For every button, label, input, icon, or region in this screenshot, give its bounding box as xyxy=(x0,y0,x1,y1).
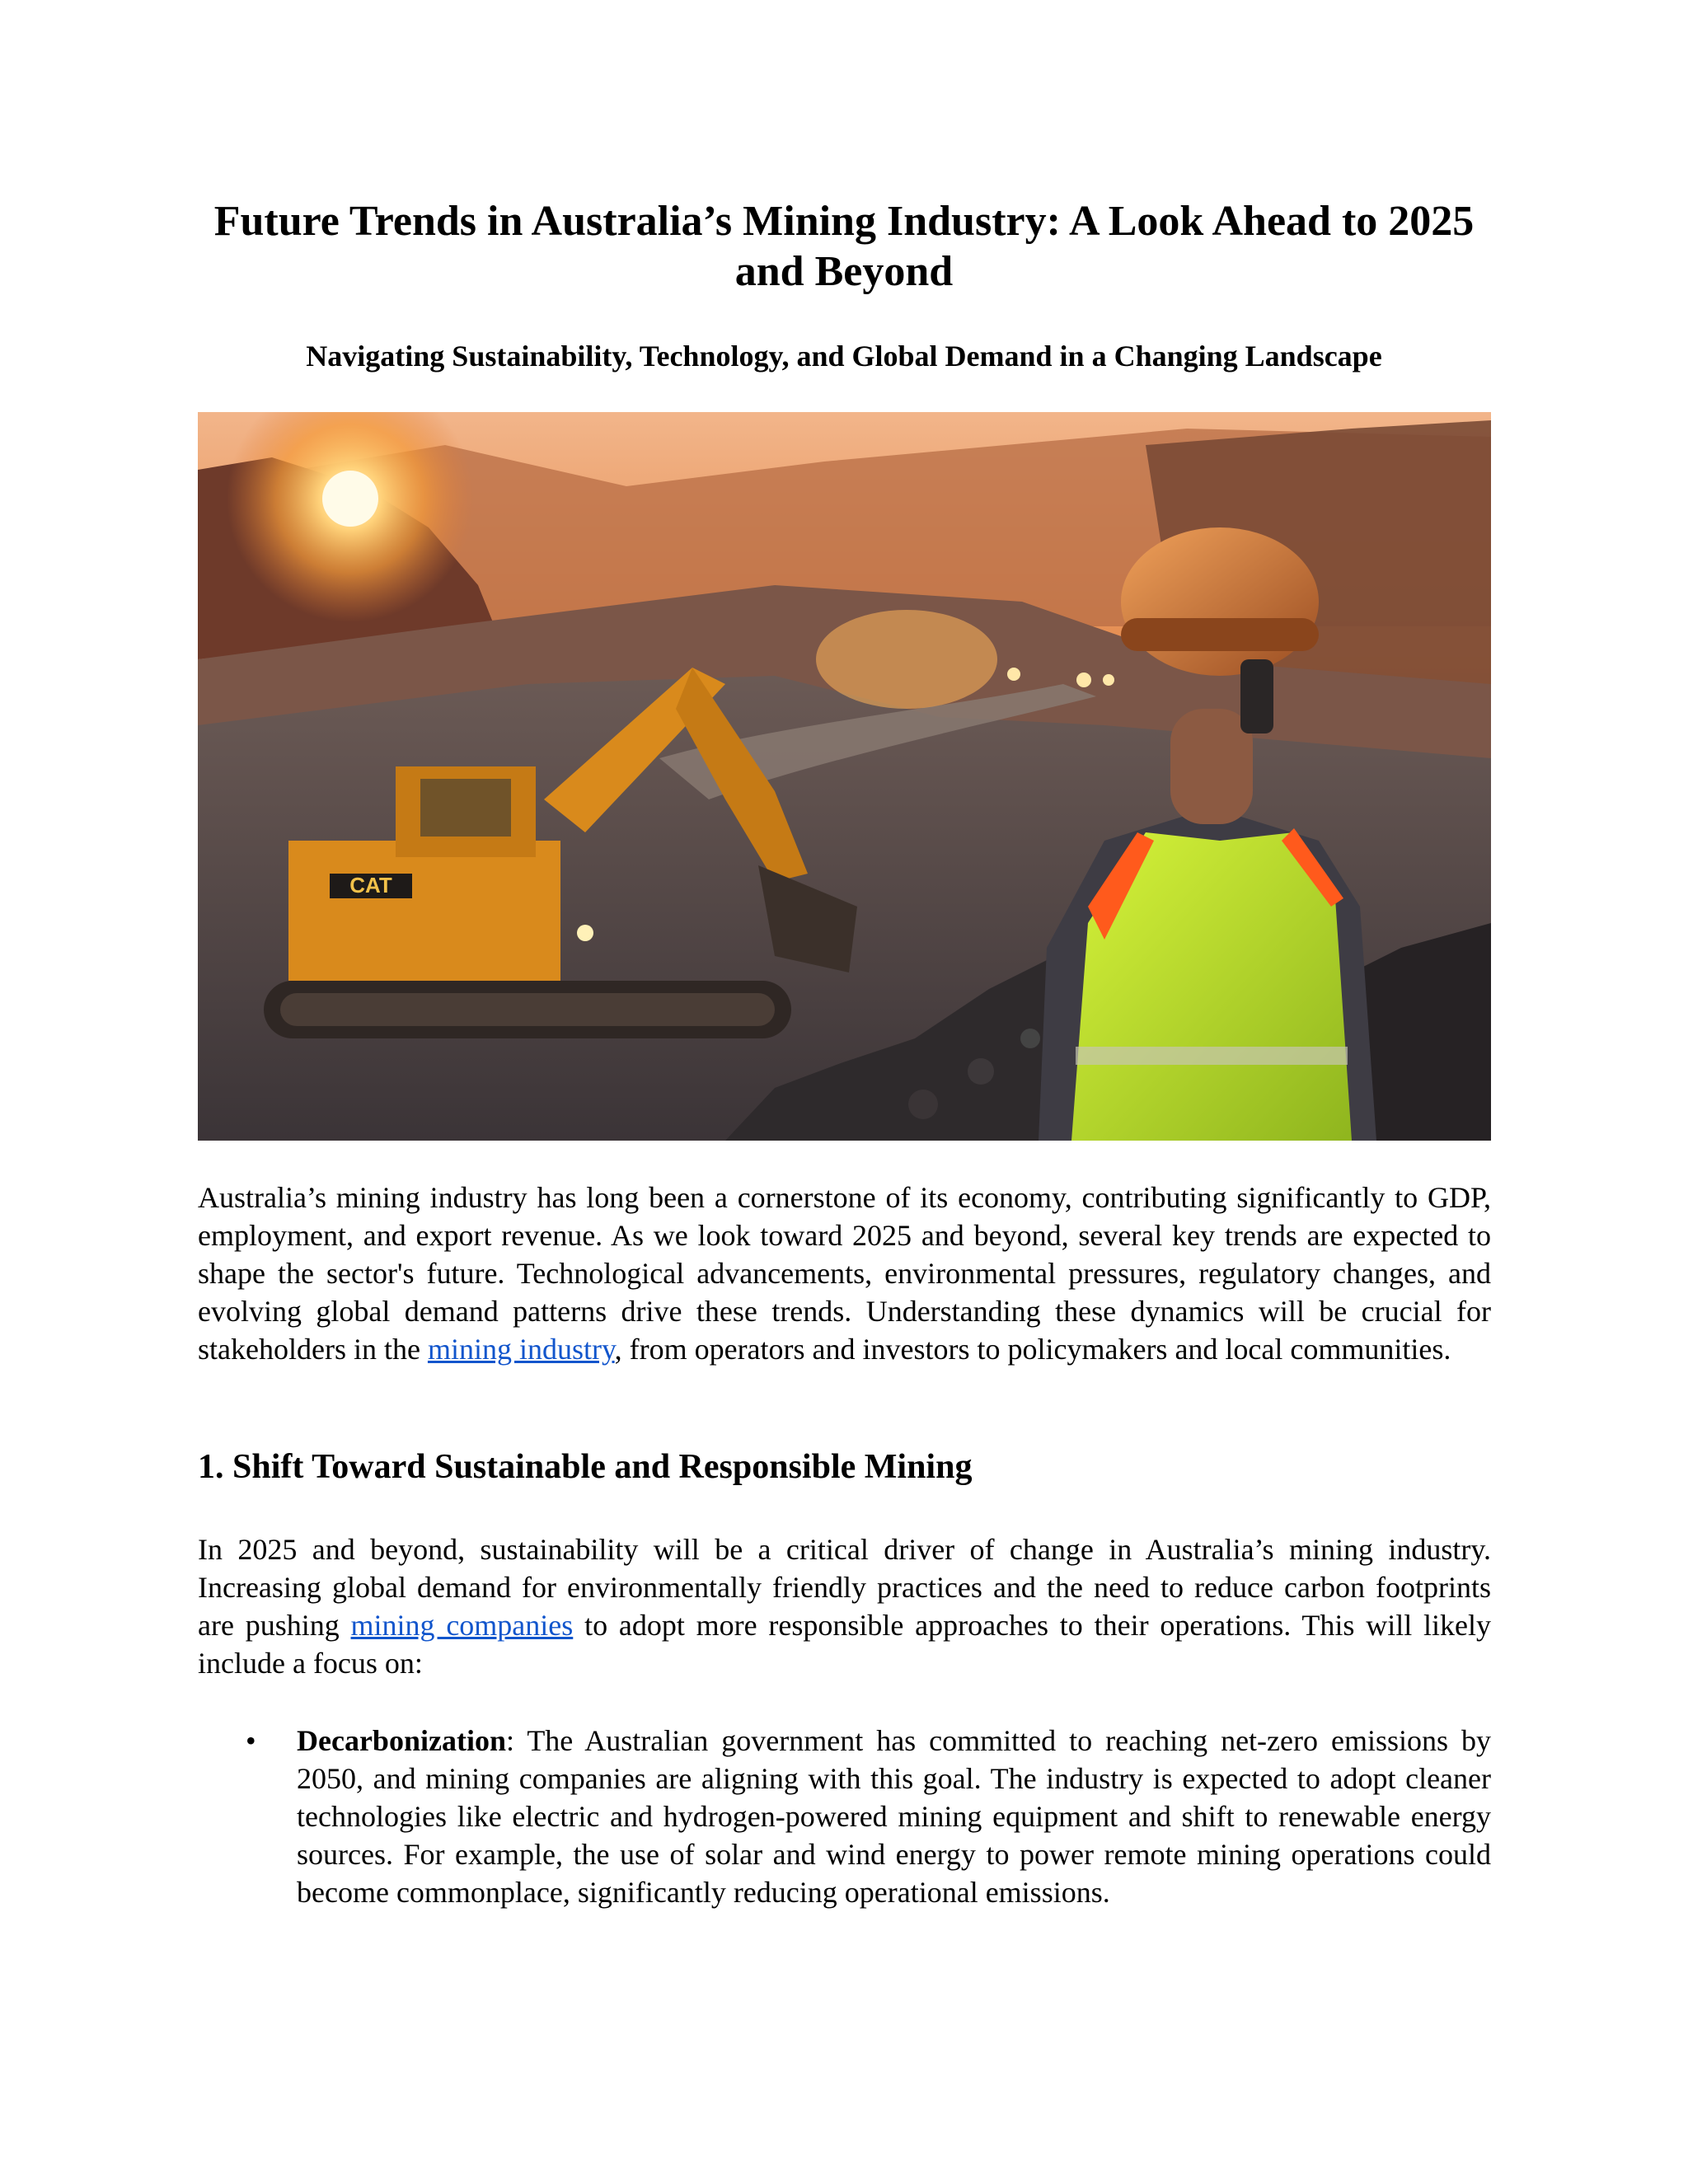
list-item xyxy=(198,1722,1491,1911)
mining-companies-link[interactable]: mining companies xyxy=(350,1609,574,1642)
bullet-text xyxy=(297,1722,1491,1911)
section-1-text-after-link: to adopt more responsible approaches to their operations. This will likely include a focus on: xyxy=(198,1609,1491,1680)
focus-bullet-list xyxy=(198,1722,1491,1911)
section-1-text-before-link: In 2025 and beyond, sustainability will be a critical driver of change in Australia’s mining industry. Increasing global demand for environmentally friendly practices and the need to reduce carbon footprints are pushing xyxy=(198,1533,1491,1642)
section-1-paragraph xyxy=(198,1530,1491,1682)
intro-text-before-link: Australia’s mining industry has long been a cornerstone of its economy, contributing significantly to GDP, employment, and export revenue. As we look toward 2025 and beyond, several key trends are expected to shape the sector's future. Technological advancements, environmental pressures, regulatory changes, and evolving global demand patterns drive these trends. Understanding these dynamics will be crucial for stakeholders in the xyxy=(198,1181,1491,1366)
intro-paragraph xyxy=(198,1179,1491,1368)
mining-scene-illustration xyxy=(198,412,1491,1141)
page-subtitle: Navigating Sustainability, Technology, and Global Demand in a Changing Landscape xyxy=(306,340,1382,373)
intro-text-after-link: , from operators and investors to policymakers and local communities. xyxy=(614,1333,1451,1366)
page-title: Future Trends in Australia’s Mining Industry: A Look Ahead to 2025 and Beyond xyxy=(213,198,1475,295)
bullet-term: Decarbonization xyxy=(297,1724,506,1757)
machine-label: CAT xyxy=(349,873,392,898)
hero-image xyxy=(198,412,1491,1141)
mining-industry-link[interactable]: mining industry xyxy=(427,1333,615,1366)
bullet-marker: • xyxy=(246,1724,256,1757)
section-1-heading: 1. Shift Toward Sustainable and Responsible Mining xyxy=(198,1448,973,1486)
bullet-description: : The Australian government has committed to reaching net-zero emissions by 2050, and mining companies are aligning with this goal. The industry is expected to adopt cleaner technologies like electric and hydrogen-powered mining equipment and shift to renewable energy sources. For example, the use of solar and wind energy to power remote mining operations could become commonplace, significantly reducing operational emissions. xyxy=(297,1724,1491,1909)
